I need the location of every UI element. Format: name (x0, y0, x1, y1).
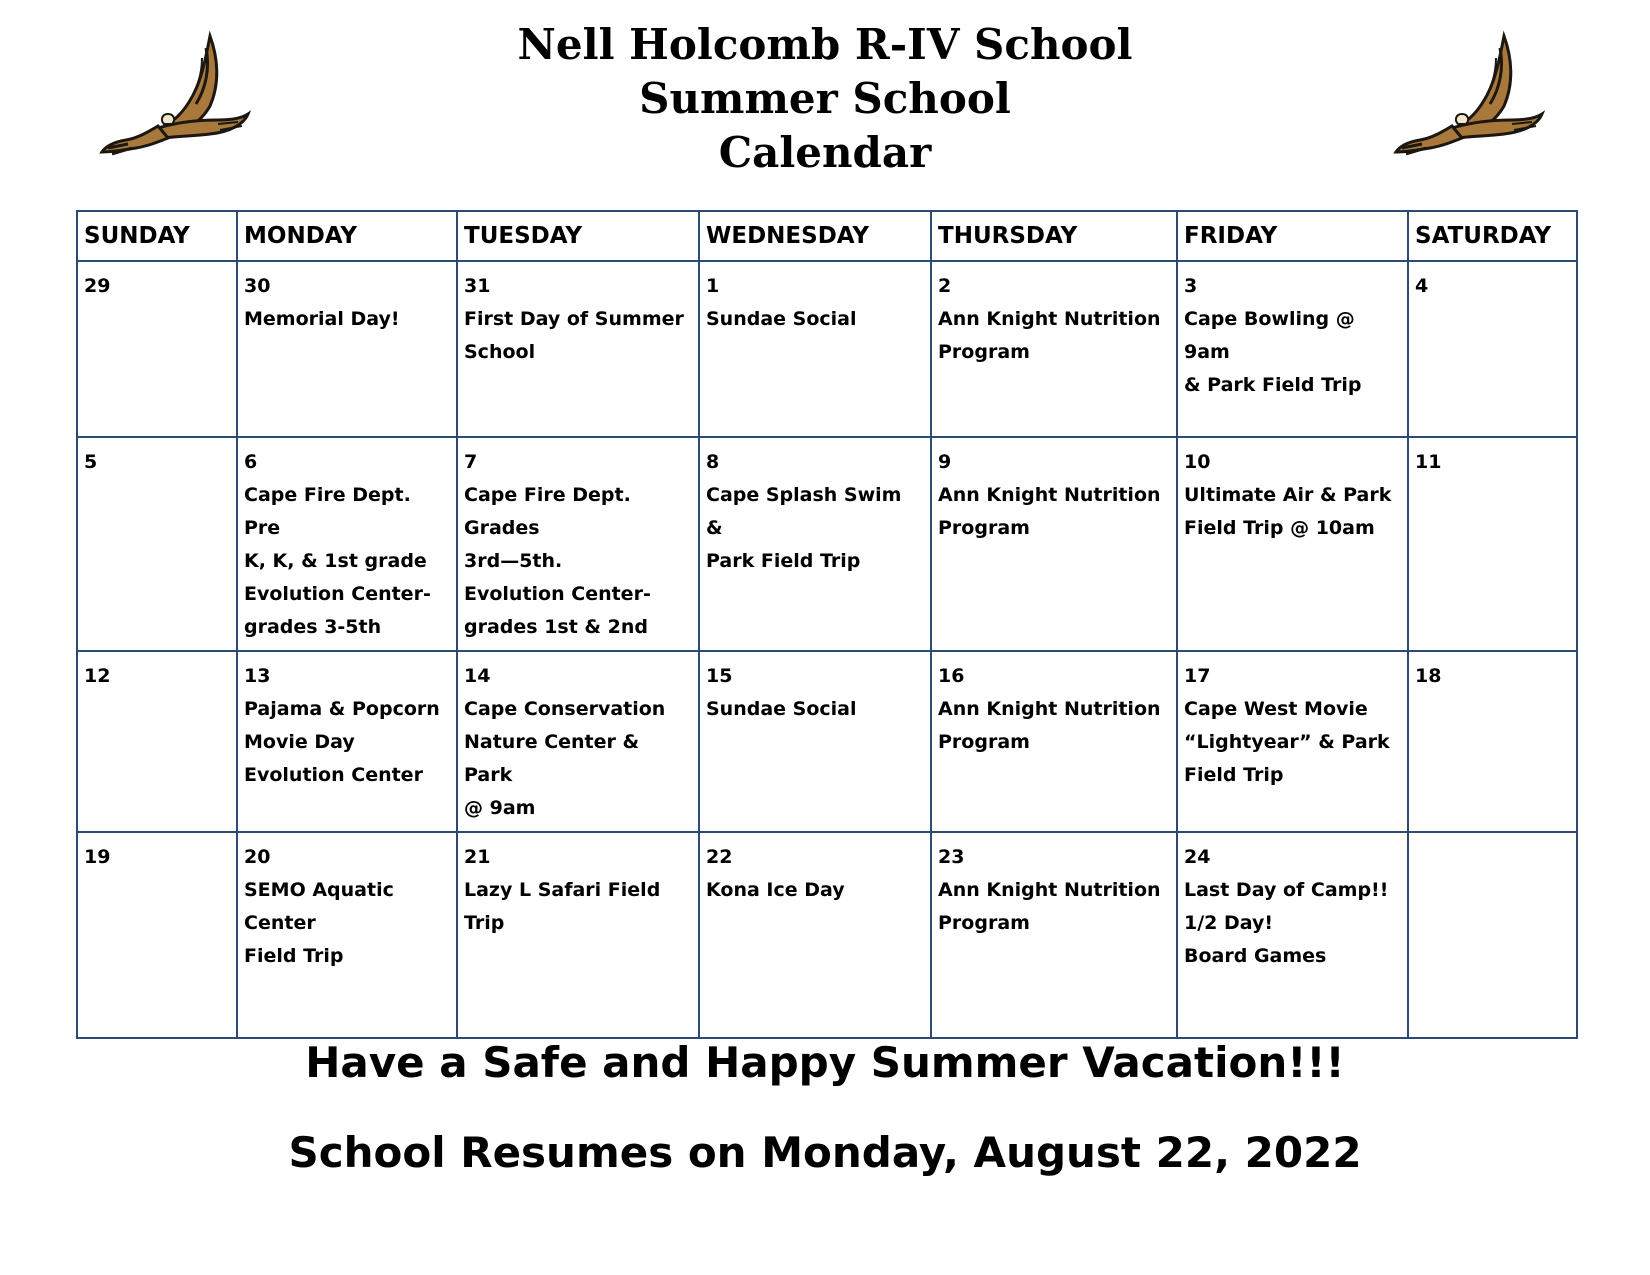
calendar-day-cell (699, 832, 931, 1038)
event-text: Pajama & Popcorn (244, 698, 440, 720)
event-text: SEMO Aquatic Center (244, 879, 394, 934)
calendar-table (76, 210, 1578, 1039)
title-line-1: Nell Holcomb R-IV School (517, 20, 1133, 69)
calendar-day-cell (1177, 437, 1408, 651)
title-line-2: Summer School (639, 74, 1011, 123)
calendar-day-cell (931, 832, 1177, 1038)
weekday-header: TUESDAY (457, 211, 699, 261)
event-text: Field Trip @ 10am (1184, 517, 1375, 539)
calendar-day-cell (1408, 832, 1577, 1038)
footer-resume-date: School Resumes on Monday, August 22, 2022 (288, 1128, 1362, 1177)
day-number: 18 (1415, 665, 1442, 687)
event-text: Evolution Center (244, 764, 423, 786)
day-number: 5 (84, 451, 98, 473)
event-text: Field Trip (244, 945, 344, 967)
calendar-day-cell (1177, 261, 1408, 437)
day-number: 1 (706, 275, 720, 297)
event-text: & Park Field Trip (1184, 374, 1362, 396)
event-text: Memorial Day! (244, 308, 400, 330)
weekday-header: FRIDAY (1177, 211, 1408, 261)
event-text: Evolution Center- (464, 583, 651, 605)
calendar-week-row (77, 261, 1577, 437)
calendar-day-cell (1177, 651, 1408, 832)
event-text: Ultimate Air & Park (1184, 484, 1392, 506)
day-number: 6 (244, 451, 258, 473)
day-number: 24 (1184, 846, 1211, 868)
event-text: Cape Fire Dept. Pre (244, 484, 411, 539)
day-number: 10 (1184, 451, 1211, 473)
day-number: 31 (464, 275, 491, 297)
day-number: 22 (706, 846, 733, 868)
event-text: Cape West Movie (1184, 698, 1368, 720)
event-text: Cape Bowling @ 9am (1184, 308, 1355, 363)
day-number: 19 (84, 846, 111, 868)
event-text: Park Field Trip (706, 550, 861, 572)
calendar-day-cell (1177, 832, 1408, 1038)
page-title (0, 18, 1650, 180)
calendar-day-cell (931, 261, 1177, 437)
event-text: 3rd—5th. (464, 550, 563, 572)
event-text: @ 9am (464, 797, 536, 819)
event-text: Program (938, 517, 1030, 539)
calendar-day-cell (237, 437, 457, 651)
event-text: Movie Day (244, 731, 355, 753)
weekday-header: SATURDAY (1408, 211, 1577, 261)
event-text: 1/2 Day! (1184, 912, 1274, 934)
day-number: 3 (1184, 275, 1198, 297)
event-text: Lazy L Safari Field Trip (464, 879, 661, 934)
calendar-day-cell (237, 651, 457, 832)
weekday-header: MONDAY (237, 211, 457, 261)
event-text: Last Day of Camp!! (1184, 879, 1389, 901)
event-text: School (464, 341, 536, 363)
day-number: 13 (244, 665, 271, 687)
day-number: 29 (84, 275, 111, 297)
event-text: grades 1st & 2nd (464, 616, 648, 638)
weekday-header-row (77, 211, 1577, 261)
weekday-header: WEDNESDAY (699, 211, 931, 261)
calendar-day-cell (457, 832, 699, 1038)
calendar-day-cell (77, 832, 237, 1038)
day-number: 2 (938, 275, 952, 297)
day-number: 11 (1415, 451, 1442, 473)
event-text: Kona Ice Day (706, 879, 845, 901)
event-text: Cape Splash Swim & (706, 484, 902, 539)
calendar-day-cell (699, 651, 931, 832)
title-line-3: Calendar (718, 128, 932, 177)
calendar-week-row (77, 651, 1577, 832)
calendar-day-cell (1408, 261, 1577, 437)
calendar-day-cell (931, 437, 1177, 651)
calendar-day-cell (237, 261, 457, 437)
day-number: 7 (464, 451, 478, 473)
day-number: 23 (938, 846, 965, 868)
day-number: 4 (1415, 275, 1429, 297)
event-text: First Day of Summer (464, 308, 684, 330)
calendar-day-cell (457, 437, 699, 651)
calendar-day-cell (1408, 437, 1577, 651)
calendar-day-cell (699, 437, 931, 651)
day-number: 15 (706, 665, 733, 687)
day-number: 8 (706, 451, 720, 473)
calendar-week-row (77, 437, 1577, 651)
event-text: Program (938, 731, 1030, 753)
day-number: 14 (464, 665, 491, 687)
calendar-day-cell (699, 261, 931, 437)
calendar-week-row (77, 832, 1577, 1038)
event-text: Program (938, 912, 1030, 934)
footer-message: Have a Safe and Happy Summer Vacation!!! (305, 1038, 1345, 1087)
event-text: Board Games (1184, 945, 1327, 967)
event-text: “Lightyear” & Park (1184, 731, 1390, 753)
calendar-day-cell (457, 261, 699, 437)
event-text: Field Trip (1184, 764, 1284, 786)
event-text: K, K, & 1st grade (244, 550, 427, 572)
event-text: Ann Knight Nutrition (938, 308, 1161, 330)
day-number: 9 (938, 451, 952, 473)
calendar-day-cell (77, 261, 237, 437)
day-number: 12 (84, 665, 111, 687)
day-number: 16 (938, 665, 965, 687)
calendar-day-cell (77, 651, 237, 832)
event-text: Evolution Center- (244, 583, 431, 605)
event-text: Ann Knight Nutrition (938, 698, 1161, 720)
event-text: Cape Conservation (464, 698, 666, 720)
calendar-day-cell (1408, 651, 1577, 832)
calendar-day-cell (931, 651, 1177, 832)
event-text: Ann Knight Nutrition (938, 879, 1161, 901)
day-number: 20 (244, 846, 271, 868)
calendar-day-cell (77, 437, 237, 651)
calendar-day-cell (237, 832, 457, 1038)
day-number: 30 (244, 275, 271, 297)
event-text: Cape Fire Dept. Grades (464, 484, 631, 539)
day-number: 17 (1184, 665, 1211, 687)
day-number: 21 (464, 846, 491, 868)
weekday-header: SUNDAY (77, 211, 237, 261)
weekday-header: THURSDAY (931, 211, 1177, 261)
event-text: Ann Knight Nutrition (938, 484, 1161, 506)
event-text: grades 3-5th (244, 616, 382, 638)
event-text: Sundae Social (706, 308, 857, 330)
event-text: Sundae Social (706, 698, 857, 720)
event-text: Program (938, 341, 1030, 363)
event-text: Nature Center & Park (464, 731, 640, 786)
calendar-day-cell (457, 651, 699, 832)
